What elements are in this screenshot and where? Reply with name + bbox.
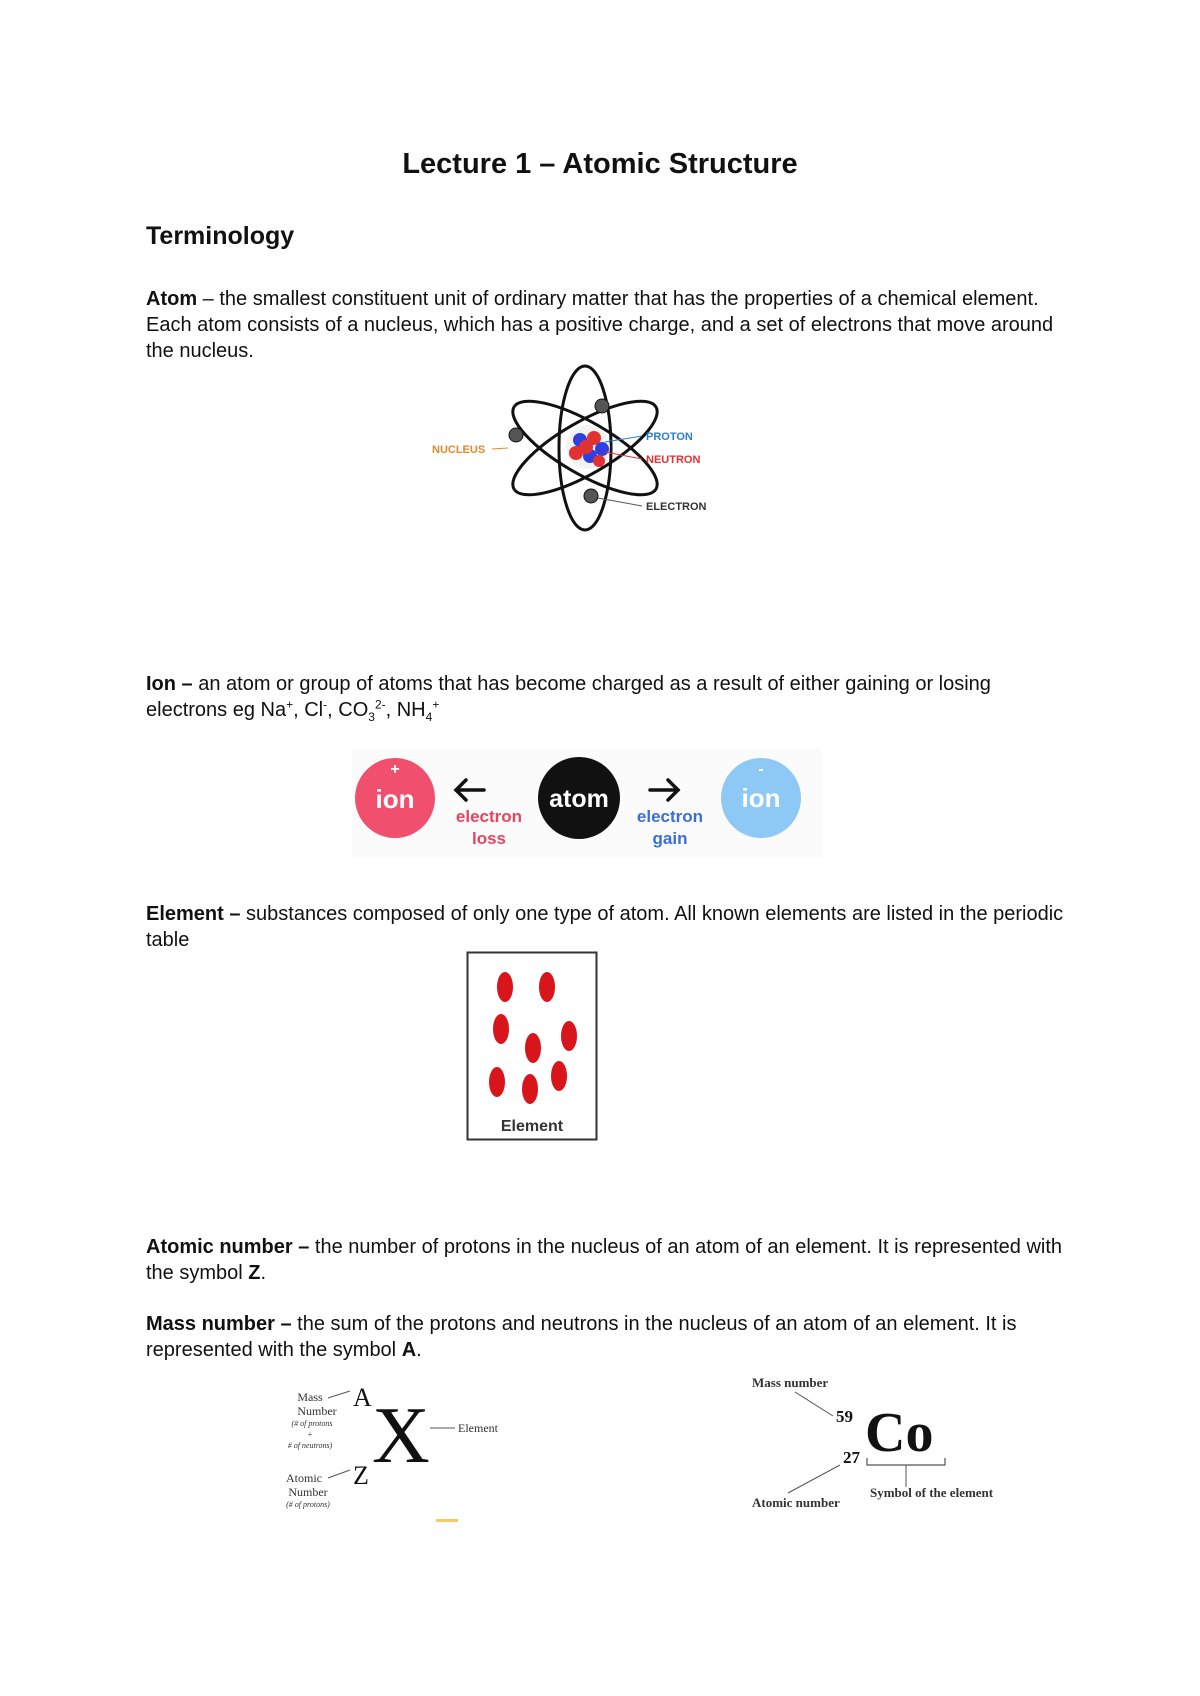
negative-ion-label: ion xyxy=(741,783,781,813)
proton-label: PROTON xyxy=(646,431,693,443)
atomic-number-definition: Atomic number – the number of protons in the nucleus of an atom of an element. It is represented with the symbol Z. xyxy=(146,1236,1063,1284)
atomic-number-term: Atomic number – xyxy=(146,1236,310,1258)
cobalt-notation-diagram xyxy=(740,1370,1030,1520)
mass-label-2: Number xyxy=(297,1404,337,1418)
atom-label: atom xyxy=(549,785,609,813)
ion-term: Ion – xyxy=(146,673,193,695)
ammonium-ion: $NH_4^+$ xyxy=(396,697,440,724)
nucleus-label: NUCLEUS xyxy=(432,444,486,456)
element-symbol-x: X xyxy=(372,1392,430,1480)
mass-symbol-a: A xyxy=(353,1383,372,1412)
mass-label-1: Mass xyxy=(297,1390,323,1404)
element-text: substances composed of only one type of atom. All known elements are listed in the periodic table xyxy=(146,903,1064,951)
nucleus xyxy=(566,425,610,469)
cobalt-atomic-label: Atomic number xyxy=(752,1495,840,1510)
element-diagram-label: Element xyxy=(500,1118,564,1135)
nucleus-pointer xyxy=(492,448,508,449)
page-title: Lecture 1 – Atomic Structure xyxy=(402,148,798,180)
atomic-number-symbol: Z xyxy=(248,1262,261,1284)
element-definition xyxy=(146,901,1066,953)
electron-label: ELECTRON xyxy=(646,501,707,513)
sodium-ion: Na+ xyxy=(260,697,294,721)
neutron-label: NEUTRON xyxy=(646,454,701,466)
cobalt-symbol: Co xyxy=(865,1402,934,1464)
element-diagram xyxy=(466,951,598,1141)
chloride-ion: Cl- xyxy=(304,697,328,721)
cobalt-symbol-label: Symbol of the element xyxy=(870,1485,994,1500)
gain-label-line1: electron xyxy=(636,807,704,826)
generic-notation-diagram xyxy=(280,1382,510,1532)
cobalt-mass-label: Mass number xyxy=(752,1375,829,1390)
atomic-pointer xyxy=(328,1470,350,1478)
ion-diagram xyxy=(352,748,822,858)
atom-diagram xyxy=(420,360,720,540)
negative-sign: - xyxy=(758,761,764,778)
mass-number-term: Mass number – xyxy=(146,1313,292,1335)
section-heading: Terminology xyxy=(146,222,295,250)
loss-label-line1: electron xyxy=(455,807,523,826)
atomic-label-1: Atomic xyxy=(286,1471,322,1485)
atomic-note: (# of protons) xyxy=(286,1500,330,1509)
cobalt-mass-value: 59 xyxy=(836,1407,853,1426)
atomic-label-2: Number xyxy=(288,1485,328,1499)
ion-text: an atom or group of atoms that has become charged as a result of either gaining or losing electrons eg xyxy=(146,673,991,721)
mass-note-plus: + xyxy=(307,1430,313,1439)
mass-number-symbol: A xyxy=(401,1339,417,1361)
element-label: Element xyxy=(458,1421,498,1435)
ion-definition: Ion – an atom or group of atoms that has become charged as a result of either gaining or losing electrons eg Na+, Cl-, $CO_3^{2-}$, $NH_4^+$ xyxy=(146,673,991,724)
cobalt-mass-pointer xyxy=(795,1392,833,1416)
highlight-mark xyxy=(436,1519,458,1522)
loss-label-line2: loss xyxy=(471,829,507,848)
element-term: Element – xyxy=(146,903,241,925)
mass-note-2: # of neutrons) xyxy=(287,1441,333,1450)
positive-ion-label: ion xyxy=(375,784,415,814)
positive-sign: + xyxy=(390,761,400,778)
cobalt-atomic-pointer xyxy=(788,1465,840,1493)
atom-definition xyxy=(146,286,1066,364)
mass-number-definition: Mass number – the sum of the protons and neutrons in the nucleus of an atom of an element. It is represented with the symbol A. xyxy=(146,1313,1017,1361)
atomic-symbol-z: Z xyxy=(353,1461,369,1490)
atom-term: Atom xyxy=(146,288,198,310)
mass-pointer xyxy=(328,1391,350,1398)
carbonate-ion: $CO_3^{2-}$ xyxy=(338,697,386,724)
gain-label-line2: gain xyxy=(652,829,688,848)
atom-text: – the smallest constituent unit of ordinary matter that has the properties of a chemical element. Each atom consists of a nucleus, which has a positive charge, and a set of electrons that move around the nucleus. xyxy=(146,288,1054,362)
cobalt-atomic-value: 27 xyxy=(843,1448,860,1467)
mass-note-1: (# of protons xyxy=(291,1419,333,1428)
